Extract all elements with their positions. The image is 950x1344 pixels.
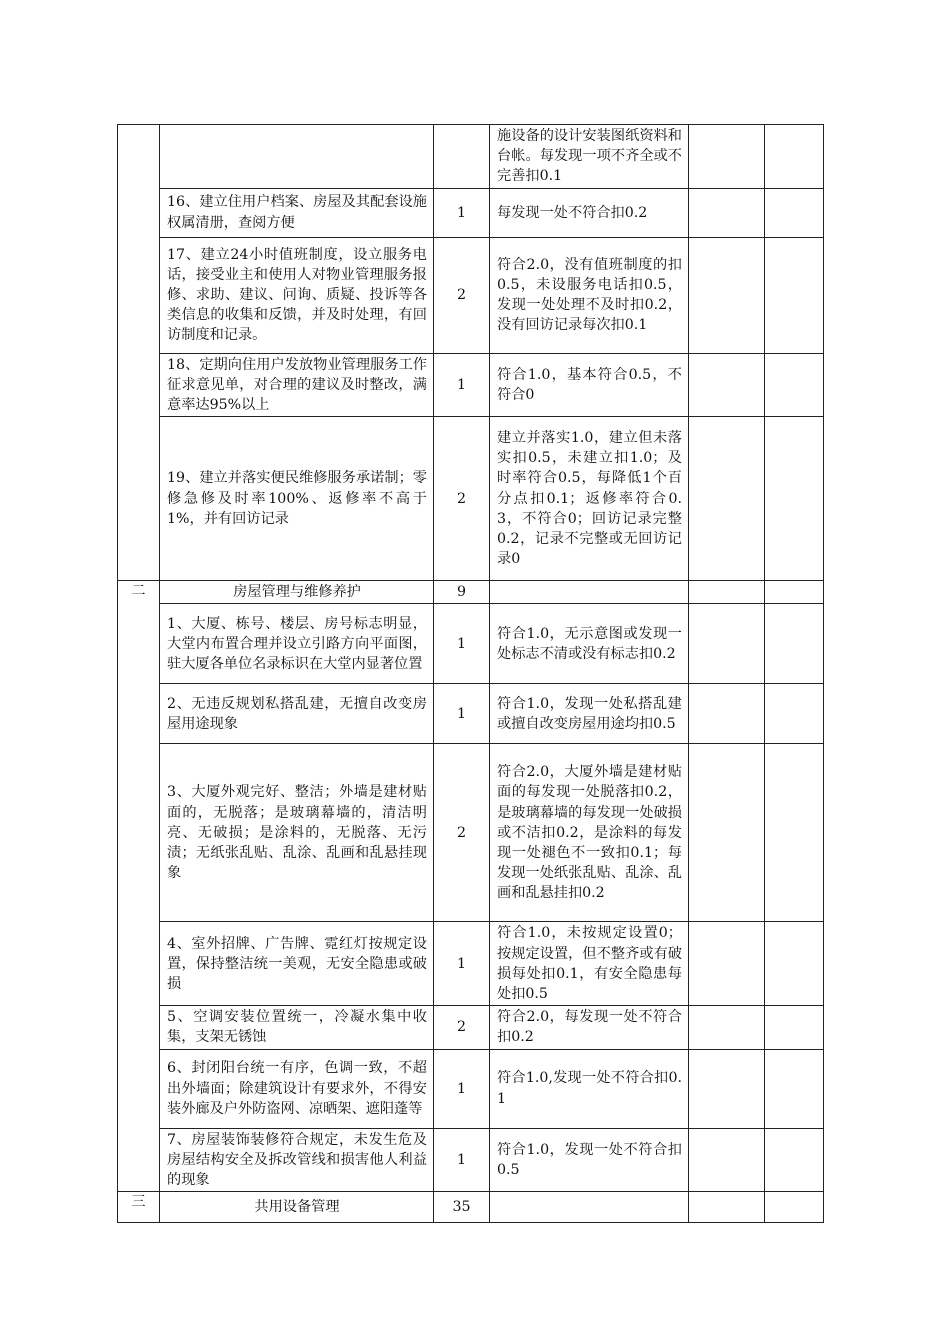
category-seq: 三 <box>118 1192 160 1223</box>
item-cell: 1、大厦、栋号、楼层、房号标志明显，大堂内布置合理并设立引路方向平面图，驻大厦各单位名录标识在大堂内显著位置 <box>160 604 434 684</box>
remark-cell <box>765 744 824 922</box>
remark-cell <box>765 1049 824 1128</box>
score-cell: 1 <box>434 922 490 1006</box>
criteria-cell <box>490 581 689 604</box>
category-score: 9 <box>434 581 490 604</box>
category-seq: 二 <box>118 581 160 1192</box>
item-cell: 6、封闭阳台统一有序，色调一致，不超出外墙面；除建筑设计有要求外，不得安装外廊及户外防盗网、凉晒架、遮阳蓬等 <box>160 1049 434 1128</box>
item-cell <box>160 125 434 189</box>
remark-cell <box>765 237 824 353</box>
table-row <box>118 417 824 581</box>
table-row <box>118 604 824 684</box>
table-row <box>118 684 824 744</box>
remark-cell <box>765 1192 824 1223</box>
score-cell: 2 <box>434 1006 490 1049</box>
criteria-cell <box>490 1192 689 1223</box>
score-cell: 1 <box>434 604 490 684</box>
actual-score-cell <box>689 922 765 1006</box>
item-cell: 16、建立住用户档案、房屋及其配套设施权属清册，查阅方便 <box>160 188 434 237</box>
remark-cell <box>765 353 824 417</box>
actual-score-cell <box>689 237 765 353</box>
scoring-table <box>117 124 824 1223</box>
criteria-cell: 符合1.0，基本符合0.5，不符合0 <box>490 353 689 417</box>
table-row <box>118 188 824 237</box>
category-title: 房屋管理与维修养护 <box>160 581 434 604</box>
remark-cell <box>765 922 824 1006</box>
item-cell: 17、建立24小时值班制度，设立服务电话，接受业主和使用人对物业管理服务报修、求助、建议、问询、质疑、投诉等各类信息的收集和反馈，并及时处理，有回访制度和记录。 <box>160 237 434 353</box>
actual-score-cell <box>689 125 765 189</box>
actual-score-cell <box>689 188 765 237</box>
actual-score-cell <box>689 1006 765 1049</box>
remark-cell <box>765 125 824 189</box>
item-cell: 7、房屋装饰装修符合规定，未发生危及房屋结构安全及拆改管线和损害他人利益的现象 <box>160 1128 434 1192</box>
score-cell: 1 <box>434 1128 490 1192</box>
category-title: 共用设备管理 <box>160 1192 434 1223</box>
criteria-cell: 施设备的设计安装图纸资料和台帐。每发现一项不齐全或不完善扣0.1 <box>490 125 689 189</box>
category-row <box>118 1192 824 1223</box>
category-row <box>118 581 824 604</box>
score-cell: 2 <box>434 237 490 353</box>
item-cell: 19、建立并落实便民维修服务承诺制；零修急修及时率100%、返修率不高于1%，并有回访记录 <box>160 417 434 581</box>
criteria-cell: 符合2.0，大厦外墙是建材贴面的每发现一处脱落扣0.2，是玻璃幕墙的每发现一处破损或不洁扣0.2，是涂料的每发现一处褪色不一致扣0.1；每发现一处纸张乱贴、乱涂、乱画和乱悬挂扣0.2 <box>490 744 689 922</box>
table-row <box>118 744 824 922</box>
score-cell: 1 <box>434 1049 490 1128</box>
actual-score-cell <box>689 353 765 417</box>
actual-score-cell <box>689 684 765 744</box>
category-score: 35 <box>434 1192 490 1223</box>
criteria-cell: 符合1.0,发现一处不符合扣0.1 <box>490 1049 689 1128</box>
criteria-cell: 符合1.0，无示意图或发现一处标志不清或没有标志扣0.2 <box>490 604 689 684</box>
table-row <box>118 1128 824 1192</box>
remark-cell <box>765 604 824 684</box>
criteria-cell: 符合2.0，没有值班制度的扣0.5，未设服务电话扣0.5，发现一处处理不及时扣0.2，没有回访记录每次扣0.1 <box>490 237 689 353</box>
table-row <box>118 1049 824 1128</box>
table-row <box>118 125 824 189</box>
remark-cell <box>765 684 824 744</box>
criteria-cell: 每发现一处不符合扣0.2 <box>490 188 689 237</box>
criteria-cell: 建立并落实1.0，建立但未落实扣0.5，未建立扣1.0；及时率符合0.5，每降低1个百分点扣0.1；返修率符合0.3，不符合0；回访记录完整0.2，记录不完整或无回访记录0 <box>490 417 689 581</box>
table-row <box>118 237 824 353</box>
score-cell: 1 <box>434 684 490 744</box>
score-cell: 2 <box>434 744 490 922</box>
score-cell: 1 <box>434 188 490 237</box>
item-cell: 4、室外招牌、广告牌、霓红灯按规定设置，保持整洁统一美观，无安全隐患或破损 <box>160 922 434 1006</box>
criteria-cell: 符合2.0，每发现一处不符合扣0.2 <box>490 1006 689 1049</box>
remark-cell <box>765 581 824 604</box>
actual-score-cell <box>689 744 765 922</box>
seq-cell-continued <box>118 125 160 581</box>
table-row <box>118 922 824 1006</box>
actual-score-cell <box>689 604 765 684</box>
remark-cell <box>765 188 824 237</box>
actual-score-cell <box>689 417 765 581</box>
actual-score-cell <box>689 1192 765 1223</box>
criteria-cell: 符合1.0，发现一处私搭乱建或擅自改变房屋用途均扣0.5 <box>490 684 689 744</box>
item-cell: 2、无违反规划私搭乱建，无擅自改变房屋用途现象 <box>160 684 434 744</box>
actual-score-cell <box>689 1049 765 1128</box>
remark-cell <box>765 1006 824 1049</box>
table-row <box>118 353 824 417</box>
remark-cell <box>765 417 824 581</box>
table-row <box>118 1006 824 1049</box>
item-cell: 18、定期向住用户发放物业管理服务工作征求意见单，对合理的建议及时整改，满意率达95%以上 <box>160 353 434 417</box>
score-cell: 1 <box>434 353 490 417</box>
actual-score-cell <box>689 581 765 604</box>
criteria-cell: 符合1.0，发现一处不符合扣0.5 <box>490 1128 689 1192</box>
score-cell <box>434 125 490 189</box>
item-cell: 5、空调安装位置统一，冷凝水集中收集，支架无锈蚀 <box>160 1006 434 1049</box>
remark-cell <box>765 1128 824 1192</box>
criteria-cell: 符合1.0，未按规定设置0；按规定设置，但不整齐或有破损每处扣0.1，有安全隐患每处扣0.5 <box>490 922 689 1006</box>
score-cell: 2 <box>434 417 490 581</box>
actual-score-cell <box>689 1128 765 1192</box>
item-cell: 3、大厦外观完好、整洁；外墙是建材贴面的，无脱落；是玻璃幕墙的，清洁明亮、无破损；是涂料的，无脱落、无污渍；无纸张乱贴、乱涂、乱画和乱悬挂现象 <box>160 744 434 922</box>
